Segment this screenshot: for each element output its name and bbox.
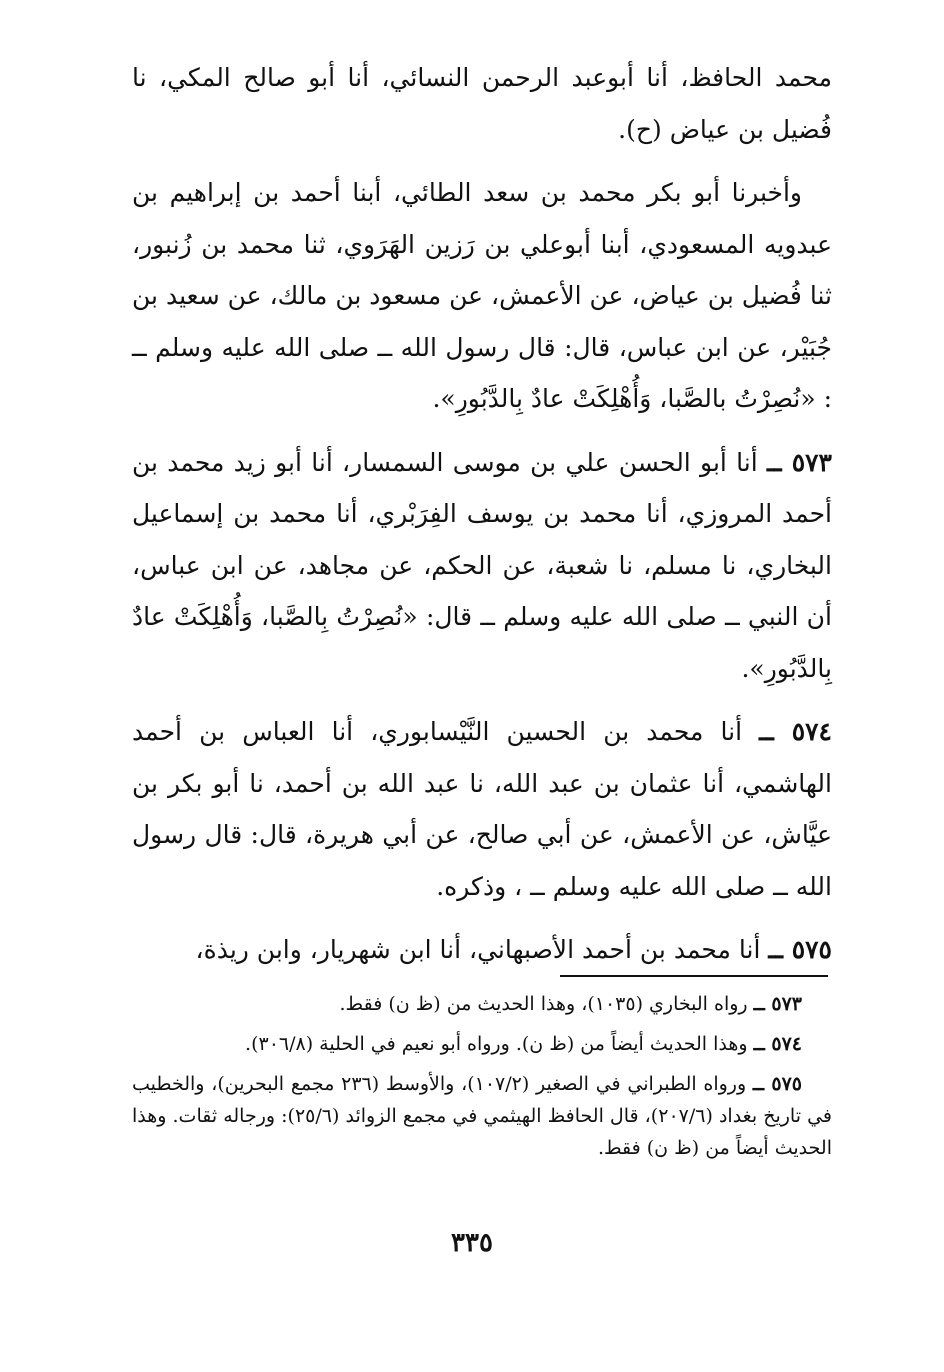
footnote-574 [132,1028,832,1060]
page-number: ٣٣٥ [451,1228,493,1258]
hadith-575 [132,924,832,976]
footnote-text: رواه البخاري (١٠٣٥)، وهذا الحديث من (ظ ن) فقط. [339,993,748,1015]
hadith-text: أنا محمد بن أحمد الأصبهاني، أنا ابن شهريار، وابن ريذة، [195,935,761,964]
hadith-574 [132,706,832,912]
paragraph-text: وأخبرنا أبو بكر محمد بن سعد الطائي، أبنا أحمد بن إبراهيم بن عبدويه المسعودي، أبنا أبوعلي بن رَزين الهَرَوي، ثنا محمد بن زُنبور، ثنا فُضيل بن عياض، عن الأعمش، عن مسعود بن مالك، عن سعيد بن جُبَيْر، عن ابن عباس، قال: قال رسول الله ــ صلى الله عليه وسلم ــ : «نُصِرْتُ بالصَّبا، وَأُهْلِكَتْ عادٌ بِالدَّبُورِ». [132,178,832,413]
hadith-number: ٥٧٣ ــ [766,447,832,477]
footnotes [132,988,832,1172]
hadith-number: ٥٧٤ ــ [759,717,832,746]
main-text [132,52,832,988]
footnote-575 [132,1068,832,1164]
paragraph-text: محمد الحافظ، أنا أبوعبد الرحمن النسائي، أنا أبو صالح المكي، نا فُضيل بن عياض (ح). [132,63,832,144]
hadith-number: ٥٧٥ ــ [768,935,832,964]
footnote-573 [132,988,832,1020]
footnote-separator [560,975,828,977]
paragraph-chain-second [132,167,832,425]
footnote-text: وهذا الحديث أيضاً من (ظ ن). ورواه أبو نعيم في الحلية (٣٠٦/٨). [245,1033,748,1055]
hadith-573 [132,437,832,695]
footnote-number: ٥٧٣ ــ [753,993,802,1015]
hadith-text: أنا أبو الحسن علي بن موسى السمسار، أنا أبو زيد محمد بن أحمد المروزي، أنا محمد بن يوسف الفِرَبْري، أنا محمد بن إسماعيل البخاري، نا مسلم، نا شعبة، عن الحكم، عن مجاهد، عن ابن عباس، أن النبي ــ صلى الله عليه وسلم ــ قال: «نُصِرْتُ بِالصَّبا، وَأُهْلِكَتْ عادٌ بِالدَّبُورِ». [132,447,832,683]
footnote-text: ورواه الطبراني في الصغير (١٠٧/٢)، والأوسط (٢٣٦ مجمع البحرين)، والخطيب في تاريخ بغداد (٢٠٧/٦)، قال الحافظ الهيثمي في مجمع الزوائد (٢٥/٦): ورجاله ثقات. وهذا الحديث أيضاً من (ظ ن) فقط. [132,1073,832,1159]
hadith-text: أنا محمد بن الحسين النَّيْسابوري، أنا العباس بن أحمد الهاشمي، أنا عثمان بن عبد الله، نا عبد الله بن أحمد، نا أبو بكر بن عيَّاش، عن الأعمش، عن أبي صالح، عن أبي هريرة، قال: قال رسول الله ــ صلى الله عليه وسلم ــ ، وذكره. [132,717,832,901]
paragraph-continuation [132,52,832,155]
footnote-number: ٥٧٤ ــ [753,1033,802,1055]
footnote-number: ٥٧٥ ــ [752,1073,802,1095]
